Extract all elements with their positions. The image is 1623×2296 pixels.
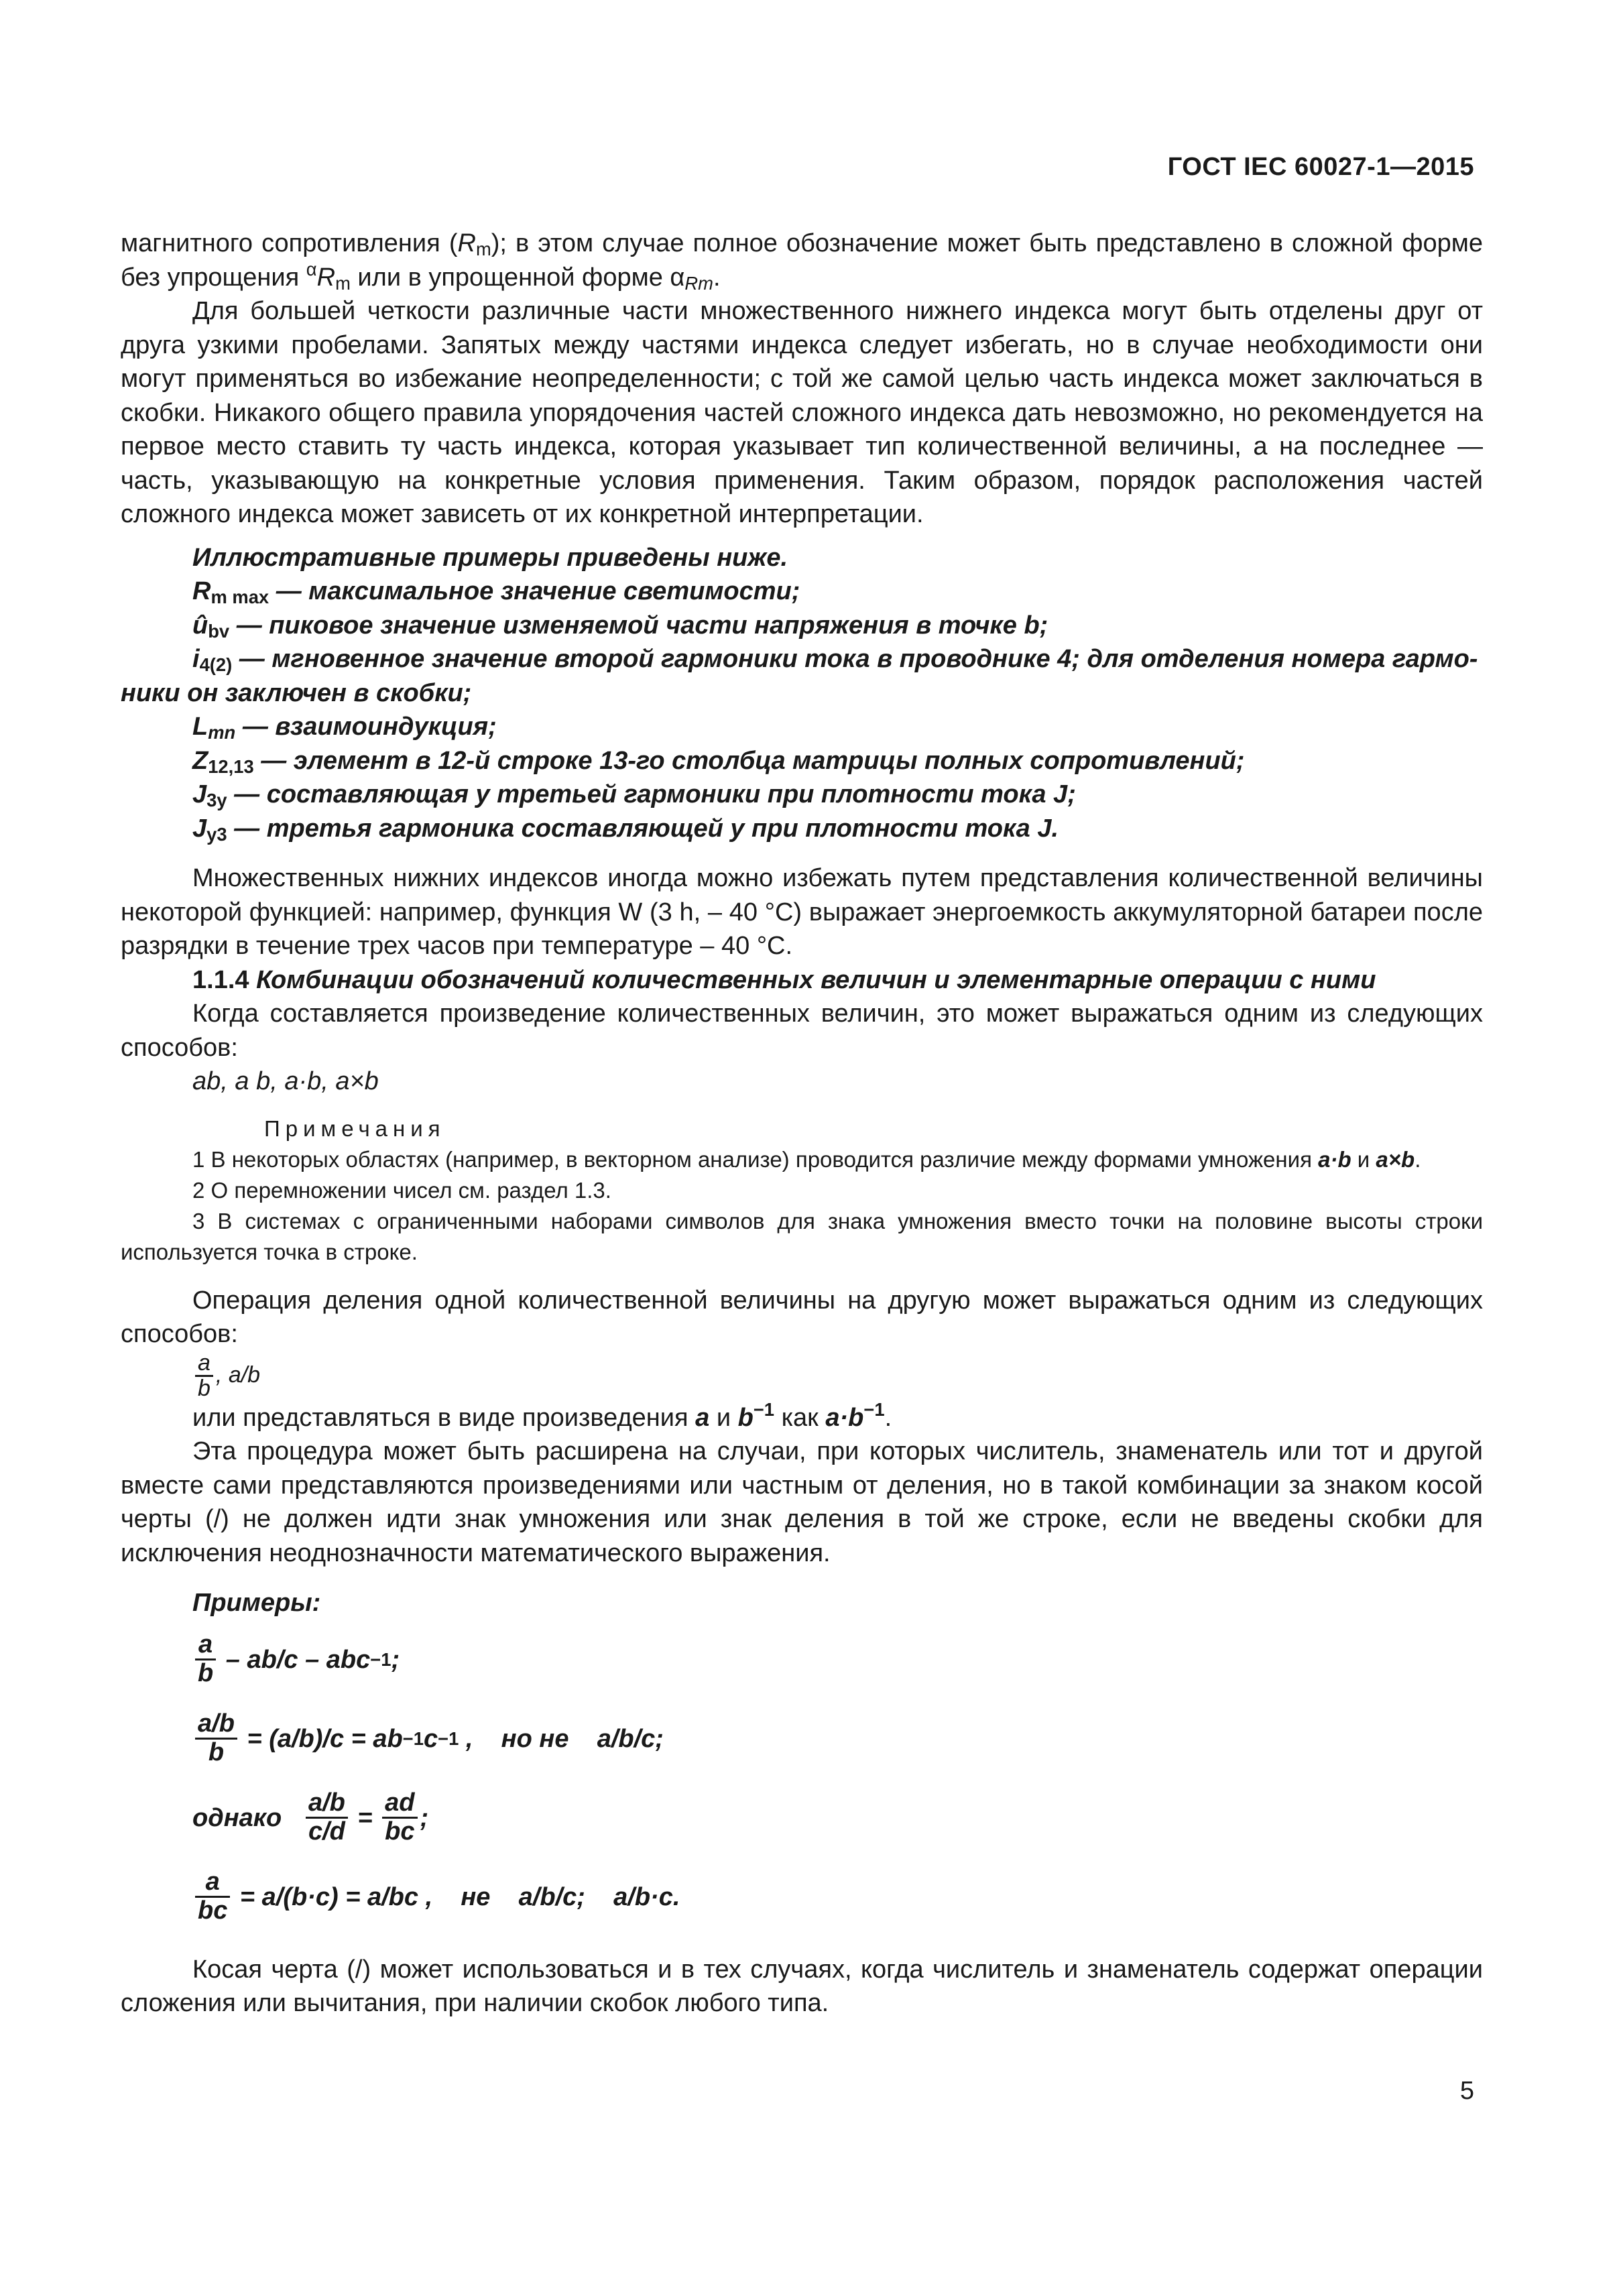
- text: или представляться в виде произведения: [192, 1403, 696, 1432]
- text: и: [709, 1403, 738, 1432]
- denominator: b: [198, 1659, 214, 1688]
- paragraph-inverse: [121, 1398, 1483, 1435]
- denominator: b: [198, 1376, 211, 1402]
- notes-title: Примечания: [264, 1115, 446, 1141]
- symbol: û: [192, 611, 208, 640]
- description: — взаимоиндукция;: [235, 713, 497, 741]
- section-title: Комбинации обозначений количественных величин и элементарные операции с ними: [256, 965, 1376, 994]
- text: , a/b: [215, 1362, 261, 1388]
- symbol-R: R: [457, 229, 476, 257]
- formula: a×b: [1376, 1146, 1415, 1172]
- example-item: [121, 812, 1483, 846]
- symbol: Z: [192, 746, 208, 775]
- symbol: R: [192, 577, 211, 605]
- document-header: ГОСТ IEC 60027-1—2015: [1167, 153, 1474, 181]
- symbol: b: [737, 1403, 754, 1432]
- paragraph-slash-brackets: Косая черта (/) может использоваться и в тех случаях, когда числитель и знаменатель содержат операции сложения или вычитания, при наличии скобок любого типа.: [121, 1955, 1483, 2018]
- symbol: c: [423, 1724, 438, 1753]
- subscript: bv: [208, 620, 230, 642]
- symbol: a: [695, 1403, 710, 1432]
- subscript: mn: [208, 722, 236, 743]
- text: .: [884, 1403, 892, 1432]
- subscript: Rm: [684, 272, 713, 294]
- equals: =: [350, 1803, 380, 1832]
- description: — пиковое значение изменяемой части напряжения в точке b;: [229, 611, 1048, 640]
- text: 1 В некоторых областях (например, в векторном анализе) проводится различие между формами умножения: [192, 1146, 1319, 1172]
- description: — элемент в 12-й строке 13-го столбца матрицы полных сопротивлений;: [253, 746, 1245, 775]
- description: — составляющая y третьей гармоники при плотности тока J;: [227, 780, 1076, 808]
- example-item: [121, 778, 1483, 812]
- product-forms: ab, a b, a·b, a×b: [192, 1067, 379, 1095]
- paragraph-slash-rule: Эта процедура может быть расширена на случаи, при которых числитель, знаменатель или тот и другой вместе сами представляются произведениями или частным от деления, но в такой комбинации за знаком косой черты (/) не должен идти знак умножения или знак деления в той же строке, если не введены скобки для исключения неоднозначности математического выражения.: [121, 1437, 1483, 1567]
- paragraph-subscripts: Для большей четкости различные части множественного нижнего индекса могут быть отделены друг от друга узкими пробелами. Запятых между частями индекса следует избегать, но в случае необходимости они могут применяться во избежание неопределенности; с той же самой целью часть индекса может заключаться в скобки. Никакого общего правила упорядочения частей сложного индекса дать невозможно, но рекомендуется на первое место ставить ту часть индекса, которая указывает тип количественной величины, а на последнее — часть, указывающую на конкретные условия применения. Таким образом, порядок расположения частей сложного индекса может зависеть от их конкретной интерпретации.: [121, 297, 1483, 528]
- note-2: 2 О перемножении чисел см. раздел 1.3.: [192, 1177, 611, 1203]
- denominator: c/d: [308, 1817, 345, 1846]
- examples-intro: Иллюстративные примеры приведены ниже.: [192, 543, 788, 572]
- description: — максимальное значение светимости;: [269, 577, 800, 605]
- example-item-continuation: ники он заключен в скобки;: [121, 678, 472, 707]
- division-forms: [121, 1351, 1483, 1401]
- text: однако: [192, 1803, 303, 1832]
- text: как: [774, 1403, 826, 1432]
- section-number: 1.1.4: [192, 965, 249, 994]
- text: или в упрощенной форме α: [350, 263, 685, 292]
- fraction: [195, 1351, 213, 1401]
- superscript: −1: [753, 1398, 775, 1420]
- fraction: [195, 1869, 230, 1925]
- paragraph-division: Операция деления одной количественной величины на другую может выражаться одним из следующих способов:: [121, 1286, 1483, 1348]
- text: ;: [420, 1803, 429, 1832]
- numerator: a: [195, 1869, 230, 1898]
- numerator: a: [195, 1351, 213, 1378]
- expression: = a/(b·c) = a/bc , не a/b/c; a/b·c.: [233, 1882, 680, 1911]
- formula: a·b: [825, 1403, 864, 1432]
- note-3: 3 В системах с ограниченными наборами символов для знака умножения вместо точки на половине высоты строки используется точка в строке.: [121, 1208, 1483, 1264]
- symbol: L: [192, 713, 208, 741]
- text: .: [713, 263, 721, 292]
- denominator: bc: [385, 1817, 415, 1846]
- section-heading: [121, 963, 1483, 998]
- examples-label: Примеры:: [192, 1589, 321, 1618]
- equation-3: [121, 1778, 1483, 1858]
- example-item: [121, 710, 1483, 744]
- equation-1: $\frac{a}{b}$ – ab/c – abc −1 ;: [121, 1620, 1483, 1699]
- numerator: a/b: [306, 1790, 348, 1819]
- superscript-alpha: α: [306, 258, 317, 280]
- subscript: 12,13: [208, 756, 254, 777]
- subscript: 3y: [206, 790, 227, 811]
- paragraph-product: Когда составляется произведение количественных величин, это может выражаться одним из следующих способов:: [121, 1000, 1483, 1062]
- subscript: m: [475, 239, 491, 260]
- subscript: y3: [206, 823, 227, 845]
- fraction: [382, 1790, 417, 1846]
- fraction: [306, 1790, 348, 1846]
- fraction: [195, 1711, 237, 1766]
- numerator: a/b: [195, 1711, 237, 1740]
- example-item: [121, 609, 1483, 643]
- fraction: [195, 1632, 216, 1687]
- symbol: J: [192, 780, 207, 808]
- description: — мгновенное значение второй гармоники тока в проводнике 4; для отделения номера гармо-: [232, 645, 1478, 673]
- equation-4: [121, 1858, 1483, 1937]
- formula: a·b: [1318, 1146, 1351, 1172]
- superscript: −1: [863, 1398, 885, 1420]
- numerator: a: [195, 1632, 216, 1660]
- expression: – ab/c – abc: [219, 1645, 371, 1674]
- notes-block: [121, 1113, 1483, 1268]
- description: — третья гармоника составляющей y при плотности тока J.: [227, 814, 1059, 843]
- example-item: [121, 575, 1483, 609]
- subscript: m max: [211, 587, 269, 608]
- subscript: 4(2): [199, 654, 233, 676]
- text: и: [1351, 1146, 1376, 1172]
- equation-2: $\frac{a/b}{b}$ = (a/b)/c = ab −1 c −1 , но не a/b/c;: [121, 1699, 1483, 1778]
- symbol-R: R: [316, 263, 336, 292]
- expression: = (a/b)/c = ab: [239, 1724, 403, 1753]
- denominator: b: [208, 1738, 225, 1767]
- text: ); в этом случае полное обозначение может быть представлено в сложной форме без упрощения: [121, 229, 1483, 292]
- page-body: [121, 227, 1483, 2020]
- example-item: [121, 744, 1483, 778]
- text: магнитного сопротивления (: [121, 229, 458, 257]
- denominator: bc: [198, 1896, 228, 1925]
- page-number: 5: [1459, 2077, 1474, 2105]
- symbol: i: [192, 645, 200, 673]
- numerator: ad: [382, 1790, 417, 1819]
- text: .: [1415, 1146, 1421, 1172]
- subscript: m: [335, 272, 351, 294]
- expression: , но не a/b/c;: [459, 1724, 664, 1753]
- symbol: J: [192, 814, 207, 843]
- note-1: [121, 1144, 1483, 1175]
- example-item: [121, 642, 1483, 676]
- paragraph-functions: Множественных нижних индексов иногда можно избежать путем представления количественной величины некоторой функцией: например, функция W (3 h, – 40 °C) выражает энергоемкость аккумуляторной батареи после разрядки в течение трех часов при температуре – 40 °C.: [121, 864, 1483, 960]
- paragraph-continuation: [121, 227, 1483, 294]
- examples-list: [121, 541, 1483, 846]
- text: ;: [391, 1645, 400, 1674]
